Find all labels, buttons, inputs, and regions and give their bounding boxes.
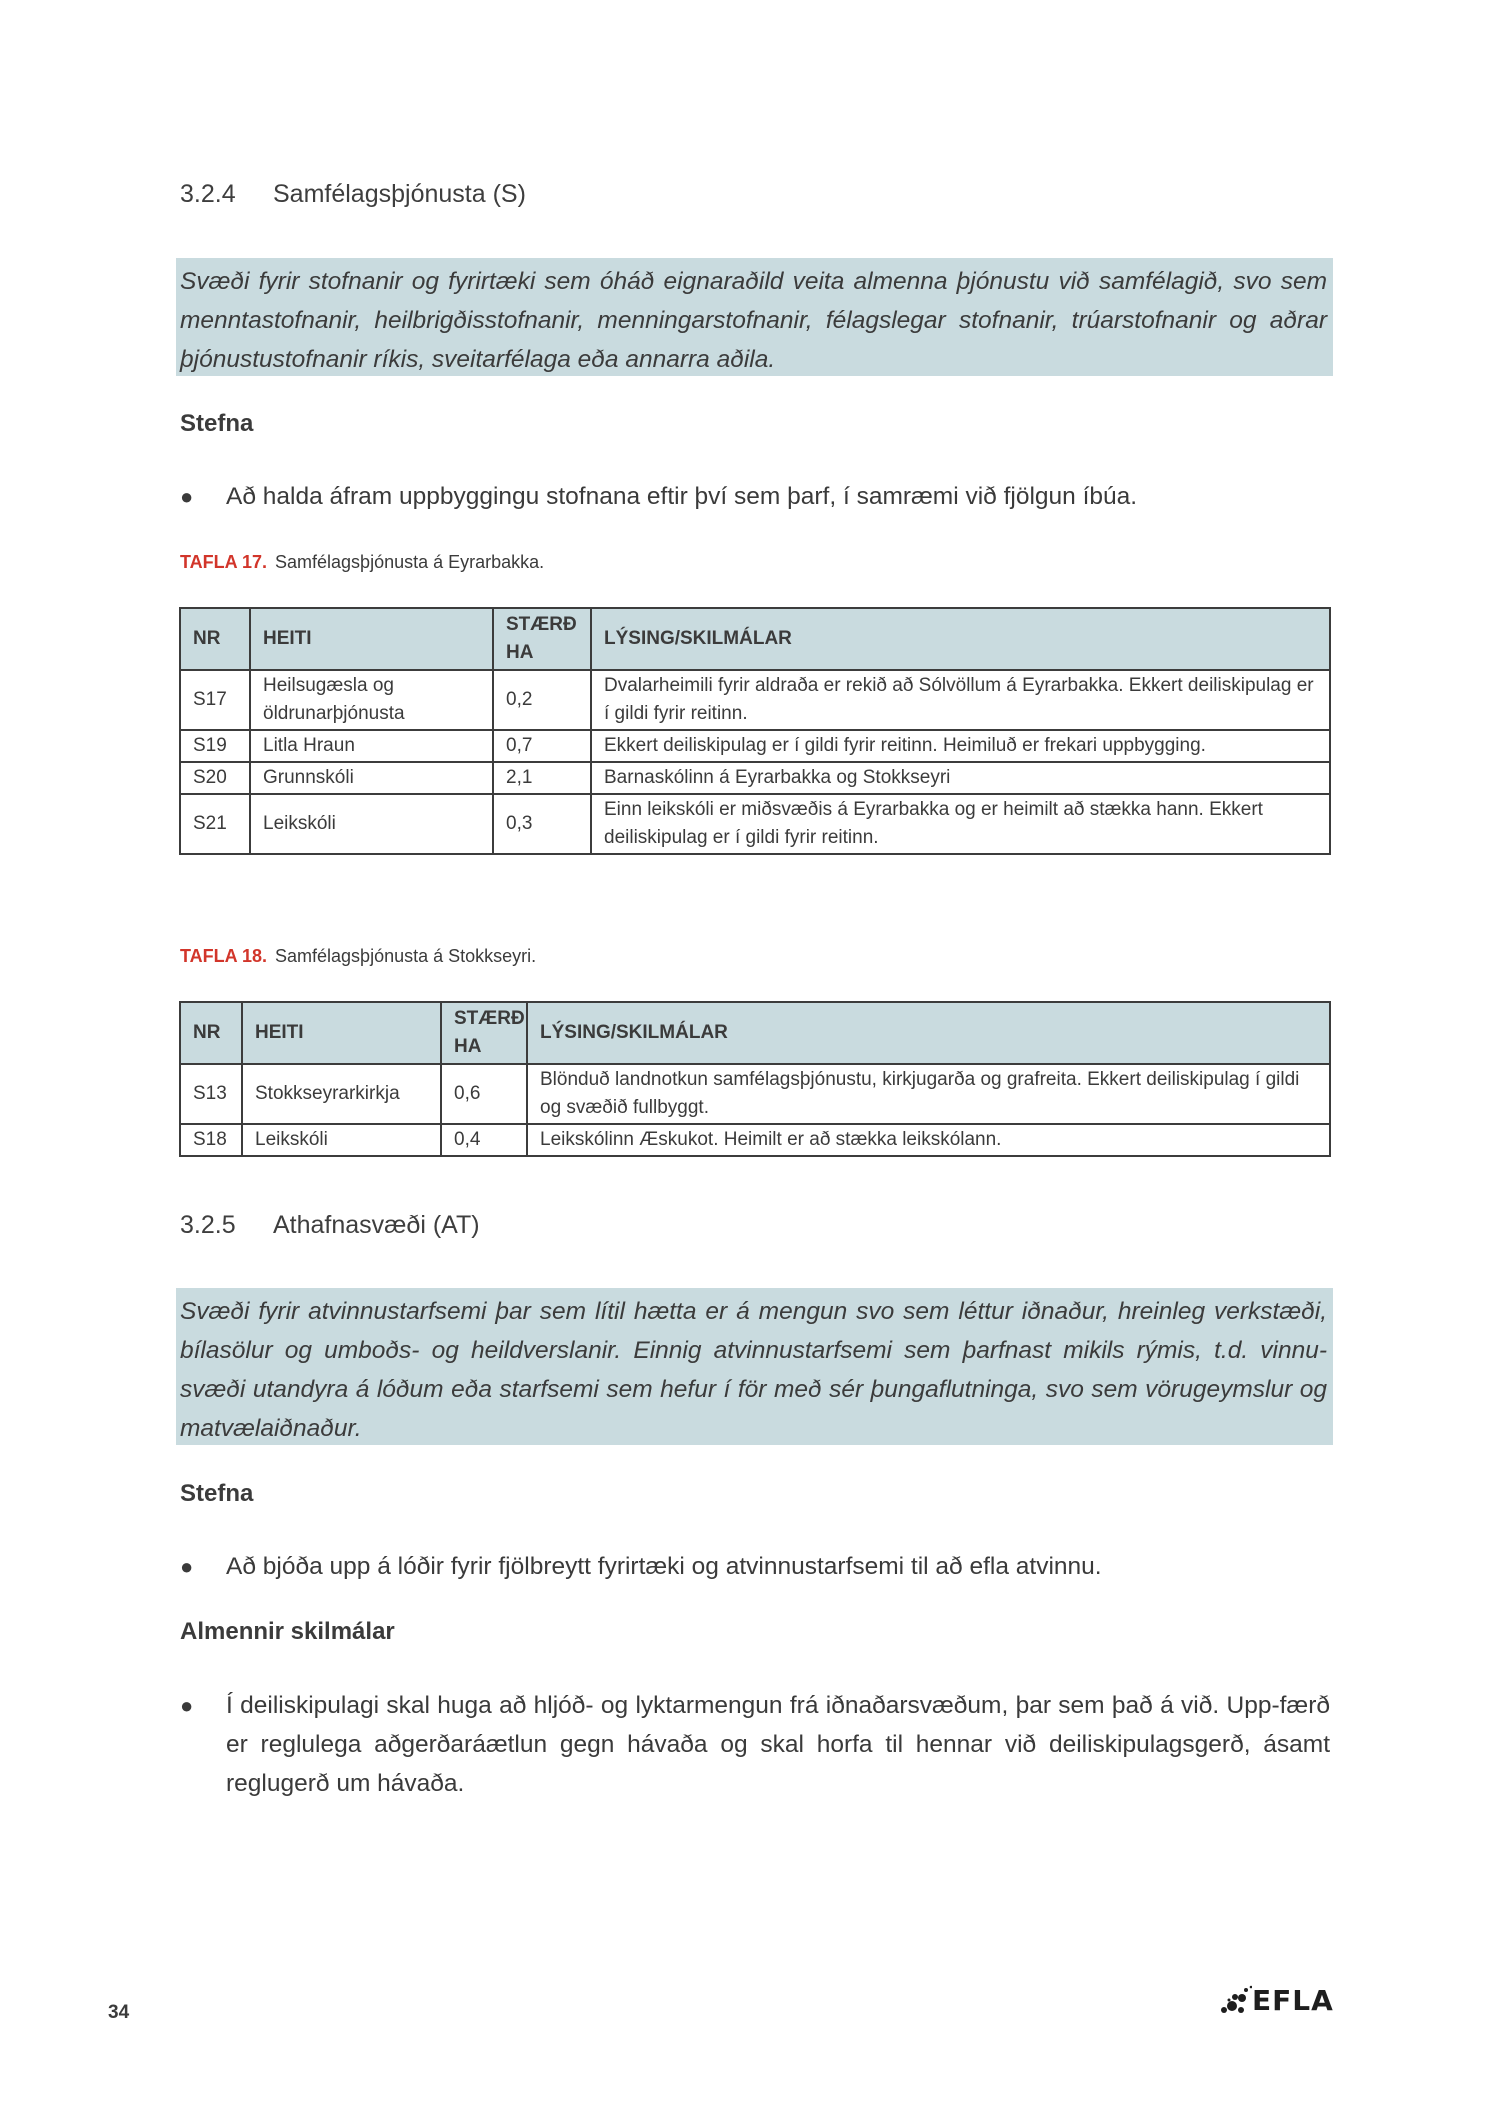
table-row xyxy=(180,670,1330,730)
header-nr: NR xyxy=(180,1002,242,1064)
cell-staerd: 0,6 xyxy=(441,1064,527,1124)
table-label: TAFLA 17. xyxy=(180,552,268,572)
cell-nr: S18 xyxy=(180,1124,242,1156)
bullet-icon: ● xyxy=(180,1693,194,1718)
header-staerd: STÆRÐ HA xyxy=(441,1002,527,1064)
cell-nr: S13 xyxy=(180,1064,242,1124)
definition-callout: Svæði fyrir atvinnustarfsemi þar sem lítil hætta er á mengun svo sem léttur iðnaður, hreinleg verkstæði, bílasölur og umboðs- og heildverslanir. Einnig atvinnustarfsemi sem þarfnast mikils rýmis, t.d. vinnu-svæði utandyra á lóðum eða starfsemi sem hefur í för með sér þungaflutninga, svo sem vörugeymslur og matvælaiðnaður. xyxy=(176,1288,1333,1445)
policy-bullet xyxy=(180,1547,1330,1586)
table-row xyxy=(180,1064,1330,1124)
table-header-row xyxy=(180,1002,1330,1064)
table-18 xyxy=(179,1001,1331,1157)
table-header-row xyxy=(180,608,1330,670)
definition-callout: Svæði fyrir stofnanir og fyrirtæki sem óháð eignaraðild veita almenna þjónustu við samfélagið, svo sem menntastofnanir, heilbrigðisstofnanir, menningarstofnanir, félagslegar stofnanir, trúarstofnanir og aðrar þjónustustofnanir ríkis, sveitarfélaga eða annarra aðila. xyxy=(176,258,1333,376)
header-heiti: HEITI xyxy=(250,608,493,670)
section-number: 3.2.5 xyxy=(180,1211,236,1239)
cell-lysing: Leikskólinn Æskukot. Heimilt er að stækka leikskólann. xyxy=(527,1124,1330,1156)
section-heading-3-2-5 xyxy=(180,1211,480,1240)
header-lysing: LÝSING/SKILMÁLAR xyxy=(591,608,1330,670)
cell-nr: S17 xyxy=(180,670,250,730)
table-row xyxy=(180,730,1330,762)
terms-heading: Almennir skilmálar xyxy=(180,1618,395,1645)
bullet-icon: ● xyxy=(180,484,194,509)
cell-staerd: 2,1 xyxy=(493,762,591,794)
cell-heiti: Heilsugæsla og öldrunarþjónusta xyxy=(250,670,493,730)
policy-heading: Stefna xyxy=(180,410,254,437)
caption-text: Samfélagsþjónusta á Stokkseyri. xyxy=(275,946,537,966)
cell-lysing: Dvalarheimili fyrir aldraða er rekið að Sólvöllum á Eyrarbakka. Ekkert deiliskipulag er í gildi fyrir reitinn. xyxy=(591,670,1330,730)
cell-heiti: Leikskóli xyxy=(250,794,493,854)
bullet-text: Að bjóða upp á lóðir fyrir fjölbreytt fyrirtæki og atvinnustarfsemi til að efla atvinnu. xyxy=(226,1553,1102,1580)
cell-lysing: Blönduð landnotkun samfélagsþjónustu, kirkjugarða og grafreita. Ekkert deiliskipulag í gildi og svæðið fullbyggt. xyxy=(527,1064,1330,1124)
table-17 xyxy=(179,607,1331,855)
bullet-text: Að halda áfram uppbyggingu stofnana eftir því sem þarf, í samræmi við fjölgun íbúa. xyxy=(226,483,1138,510)
header-lysing: LÝSING/SKILMÁLAR xyxy=(527,1002,1330,1064)
cell-heiti: Grunnskóli xyxy=(250,762,493,794)
cell-lysing: Einn leikskóli er miðsvæðis á Eyrarbakka og er heimilt að stækka hann. Ekkert deiliskipulag er í gildi fyrir reitinn. xyxy=(591,794,1330,854)
header-nr: NR xyxy=(180,608,250,670)
bullet-icon: ● xyxy=(180,1554,194,1579)
cell-heiti: Stokkseyrarkirkja xyxy=(242,1064,441,1124)
table-row xyxy=(180,1124,1330,1156)
cell-heiti: Leikskóli xyxy=(242,1124,441,1156)
cell-staerd: 0,4 xyxy=(441,1124,527,1156)
caption-text: Samfélagsþjónusta á Eyrarbakka. xyxy=(275,552,545,572)
table-row xyxy=(180,762,1330,794)
page-number: 34 xyxy=(108,2002,130,2023)
cell-nr: S21 xyxy=(180,794,250,854)
policy-heading: Stefna xyxy=(180,1480,254,1507)
policy-bullet xyxy=(180,477,1330,516)
table-row xyxy=(180,794,1330,854)
section-title: Samfélagsþjónusta (S) xyxy=(273,180,526,208)
bullet-text: Í deiliskipulagi skal huga að hljóð- og lyktarmengun frá iðnaðarsvæðum, þar sem það á við. Upp-færð er reglulega aðgerðaráætlun gegn hávaða og skal horfa til hennar við deiliskipulagsgerð, ásamt reglugerð um hávaða. xyxy=(226,1692,1330,1797)
table-18-caption xyxy=(180,946,536,967)
cell-nr: S19 xyxy=(180,730,250,762)
cell-staerd: 0,3 xyxy=(493,794,591,854)
section-number: 3.2.4 xyxy=(180,180,236,208)
cell-staerd: 0,7 xyxy=(493,730,591,762)
header-staerd: STÆRÐ HA xyxy=(493,608,591,670)
cell-nr: S20 xyxy=(180,762,250,794)
section-title: Athafnasvæði (AT) xyxy=(273,1211,480,1239)
cell-heiti: Litla Hraun xyxy=(250,730,493,762)
efla-logo xyxy=(1220,1985,1334,2015)
cell-staerd: 0,2 xyxy=(493,670,591,730)
terms-bullet xyxy=(180,1686,1330,1803)
section-heading-3-2-4 xyxy=(180,180,526,209)
header-heiti: HEITI xyxy=(242,1002,441,1064)
cell-lysing: Ekkert deiliskipulag er í gildi fyrir reitinn. Heimiluð er frekari uppbygging. xyxy=(591,730,1330,762)
table-17-caption xyxy=(180,552,544,573)
cell-lysing: Barnaskólinn á Eyrarbakka og Stokkseyri xyxy=(591,762,1330,794)
efla-dots-icon xyxy=(1220,1985,1252,2015)
logo-text: EFLA xyxy=(1252,1984,1334,2017)
table-label: TAFLA 18. xyxy=(180,946,268,966)
